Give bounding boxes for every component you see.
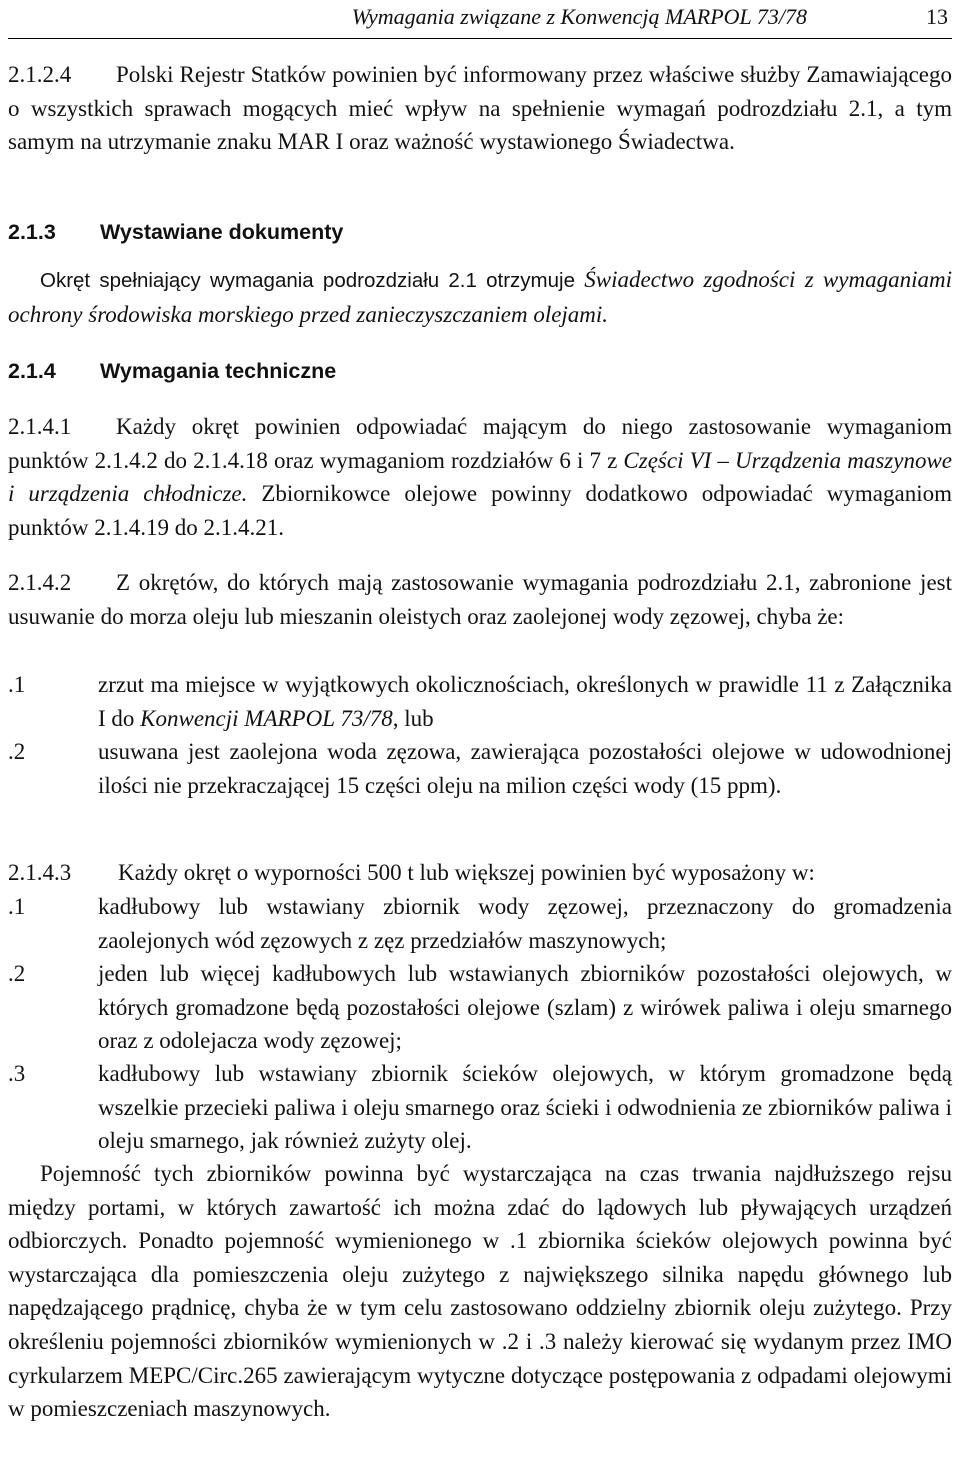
list-item-text: jeden lub więcej kadłubowych lub wstawianych zbiorników pozostałości olejowych, w których gromadzone będą pozostałości olejowe (szlam) z wirówek paliwa i oleju smarnego oraz z odolejacza wody zęzowej; xyxy=(98,961,952,1054)
list-item-text: usuwana jest zaolejona woda zęzowa, zawierająca pozostałości olejowe w udowodnionej ilości nie przekraczającej 15 części oleju na milion części wody (15 ppm). xyxy=(98,739,952,798)
list-item xyxy=(8,957,952,1058)
list-item xyxy=(8,735,952,802)
paragraph-number: 2.1.4.3 xyxy=(8,860,72,885)
list-item-marker: .2 xyxy=(8,739,26,764)
list-item-text-end: , lub xyxy=(392,705,434,731)
closing-paragraph: Pojemność tych zbiorników powinna być wystarczająca na czas trwania najdłuższego rejsu między portami, w których zawartość ich można zdać do lądowych lub pływających urządzeń odbiorczych. Ponadto pojemność wymienionego w .1 zbiornika ścieków olejowych powinna być wystarczająca dla pomieszczenia oleju zużytego z największego silnika napędu głównego lub napędzającego prądnicę, chyba że w tym celu zastosowano oddzielny zbiornik oleju zużytego. Przy określeniu pojemności zbiorników wymienionych w .2 i .3 należy kierować się wydanym przez IMO cyrkularzem MEPC/Circ.265 zawierającym wytyczne dotyczące postępowania z odpadami olejowymi w pomieszczeniach maszynowych. xyxy=(8,1161,952,1422)
list-item-text: zrzut ma miejsce w wyjątkowych okolicznościach, określonych w prawidle 11 z Załącznika I do xyxy=(98,672,952,731)
paragraph-2-1-4-3 xyxy=(8,856,952,890)
paragraph-2-1-2-4 xyxy=(8,58,952,159)
list-item-text: kadłubowy lub wstawiany zbiornik wody zęzowej, przeznaczony do gromadzenia zaolejonych wód zęzowych z zęz przedziałów maszynowych; xyxy=(98,894,952,953)
page-number: 13 xyxy=(926,4,948,29)
paragraph-text: Każdy okręt o wyporności 500 t lub większej powinien być wyposażony w: xyxy=(118,860,815,885)
paragraph-2-1-4-1 xyxy=(8,410,952,544)
paragraph-text: Polski Rejestr Statków powinien być informowany przez właściwe służby Zamawiającego o wszystkich sprawach mogących mieć wpływ na spełnienie wymagań podrozdziału 2.1, a tym samym na utrzymanie znaku MAR I oraz ważność wystawionego Świadectwa. xyxy=(8,62,952,155)
list-item xyxy=(8,1057,952,1158)
certificate-name: Świadectwo zgodności z wymaganiami ochrony środowiska morskiego przed zanieczyszczaniem olejami. xyxy=(8,267,952,327)
paragraph-number: 2.1.4.2 xyxy=(8,570,72,595)
paragraph-text: Okręt spełniający wymagania podrozdziału 2.1 otrzymuje xyxy=(40,269,585,292)
running-title: Wymagania związane z Konwencją MARPOL 73/78 xyxy=(351,4,807,29)
paragraph-2-1-3 xyxy=(8,263,952,332)
page-header xyxy=(8,2,952,39)
section-heading-2-1-4 xyxy=(8,354,952,389)
paragraph-2-1-4-2 xyxy=(8,566,952,633)
paragraph-number: 2.1.4.1 xyxy=(8,414,72,439)
section-number: 2.1.3 xyxy=(8,220,56,244)
list-item-marker: .3 xyxy=(8,1061,26,1086)
section-heading-2-1-3 xyxy=(8,215,952,250)
list-item-text: kadłubowy lub wstawiany zbiornik ścieków olejowych, w którym gromadzone będą wszelkie przecieki paliwa i oleju smarnego oraz ścieki i odwodnienia ze zbiorników paliwa i oleju smarnego, jak również zużyty olej. xyxy=(98,1061,952,1154)
list-item-marker: .1 xyxy=(8,894,26,919)
paragraph-text-italic: Części VI – Urządzenia maszynowe i urządzenia chłodnicze. xyxy=(8,447,953,507)
section-title: Wystawiane dokumenty xyxy=(100,220,344,244)
convention-name: Konwencji MARPOL 73/78 xyxy=(140,705,393,731)
section-number: 2.1.4 xyxy=(8,359,56,383)
paragraph-text-b: Zbiornikowce olejowe powinny dodatkowo odpowiadać wymaganiom punktów 2.1.4.19 do 2.1.4.21. xyxy=(8,481,952,540)
list-item xyxy=(8,890,952,957)
list-item-marker: .2 xyxy=(8,961,26,986)
paragraph-text: Z okrętów, do których mają zastosowanie wymagania podrozdziału 2.1, zabronione jest usuwanie do morza oleju lub mieszanin oleistych oraz zaolejonej wody zęzowej, chyba że: xyxy=(8,570,952,629)
paragraph-number: 2.1.2.4 xyxy=(8,62,72,87)
paragraph-text-a: Każdy okręt powinien odpowiadać mającym do niego zastosowanie wymaganiom punktów 2.1.4.2 do 2.1.4.18 oraz wymaganiom rozdziałów 6 i 7 z xyxy=(8,414,952,473)
list-item xyxy=(8,668,952,735)
section-title: Wymagania techniczne xyxy=(100,359,337,383)
list-item-marker: .1 xyxy=(8,672,26,697)
